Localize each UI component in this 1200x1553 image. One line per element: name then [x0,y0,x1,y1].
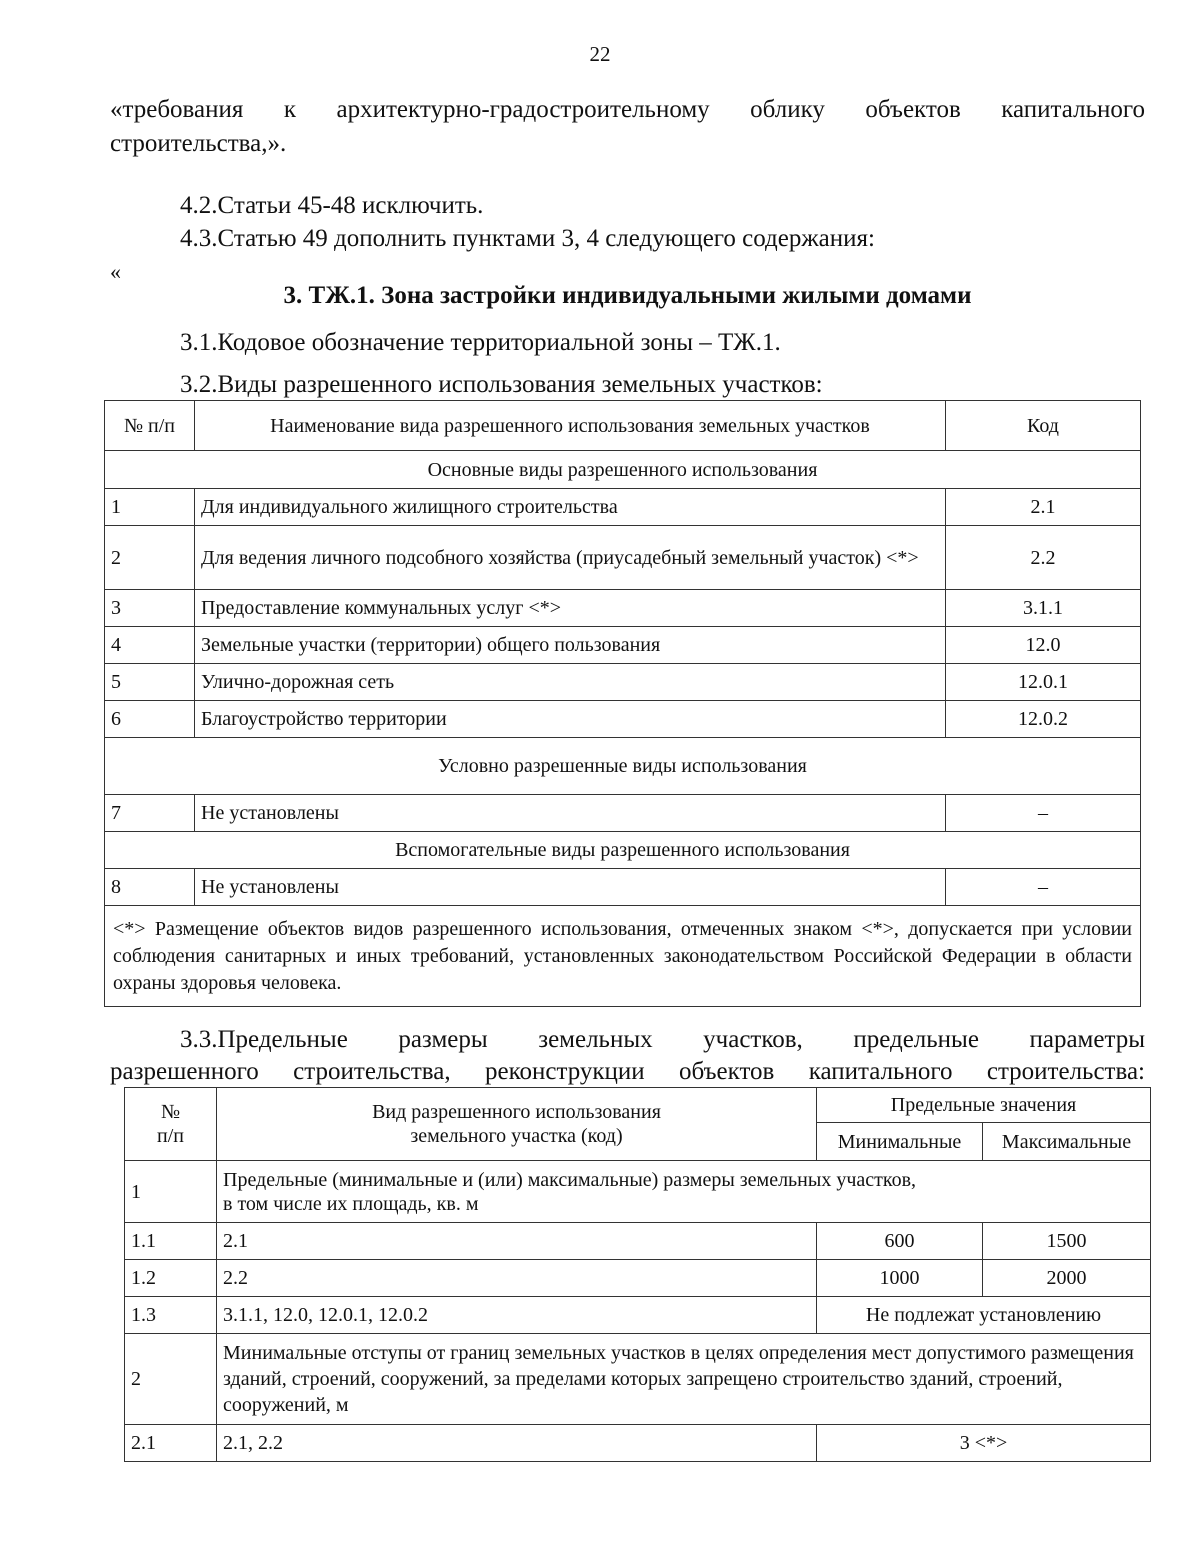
intro-line-1: «требования к архитектурно-градостроительному облику объектов капитального [110,96,1145,123]
row-max: 1500 [983,1223,1151,1260]
row-value: Не подлежат установлению [817,1297,1151,1334]
row-code: 3.1.1, 12.0, 12.0.1, 12.0.2 [217,1297,817,1334]
zone-heading: 3. ТЖ.1. Зона застройки индивидуальными жилыми домами [283,282,972,309]
row-value: 3 <*> [817,1425,1151,1462]
row-code: 12.0.1 [946,664,1141,701]
table-footnote: <*> Размещение объектов видов разрешенного использования, отмеченных знаком <*>, допускается при условии соблюдения санитарных и иных требований, установленных законодательством Российской Федерации в области охраны здоровья человека. [105,906,1141,1007]
item-4-3: 4.3.Статью 49 дополнить пунктами 3, 4 следующего содержания: [180,225,875,252]
header-num-line-2: п/п [157,1125,184,1147]
row-num: 5 [105,664,195,701]
item-3-3-line-1: 3.3.Предельные размеры земельных участков, предельные параметры [180,1026,1145,1053]
row-code: – [946,795,1141,832]
row-name: Не установлены [195,795,946,832]
row-text-line-1: Предельные (минимальные и (или) максимальные) размеры земельных участков, [223,1168,917,1191]
row-name: Благоустройство территории [195,701,946,738]
limits-table [124,1087,1151,1462]
row-num: 2 [105,526,195,590]
row-num: 6 [105,701,195,738]
row-code: 2.2 [946,526,1141,590]
item-3-3-line-2: разрешенного строительства, реконструкции объектов капитального строительства: [110,1058,1145,1085]
row-code: 3.1.1 [946,590,1141,627]
row-code: – [946,869,1141,906]
header-limits: Предельные значения [817,1088,1151,1123]
header-max: Максимальные [983,1123,1151,1161]
row-code: 2.1, 2.2 [217,1425,817,1462]
row-code: 12.0.2 [946,701,1141,738]
header-code: Код [946,401,1141,451]
row-name: Для индивидуального жилищного строительства [195,489,946,526]
row-num: 8 [105,869,195,906]
row-num: 1 [105,489,195,526]
section-auxiliary-uses: Вспомогательные виды разрешенного использования [105,832,1141,869]
section-main-uses: Основные виды разрешенного использования [105,451,1141,489]
item-4-2: 4.2.Статьи 45-48 исключить. [180,192,484,219]
row-name: Не установлены [195,869,946,906]
item-3-1: 3.1.Кодовое обозначение территориальной зоны – ТЖ.1. [180,329,781,356]
section-conditional-uses: Условно разрешенные виды использования [105,738,1141,795]
row-min: 600 [817,1223,983,1260]
header-kind [217,1088,817,1161]
row-code: 2.2 [217,1260,817,1297]
row-max: 2000 [983,1260,1151,1297]
row-num: 2 [125,1334,217,1425]
row-name: Улично-дорожная сеть [195,664,946,701]
row-text-line-2: в том числе их площадь, кв. м [223,1192,479,1215]
row-text: Минимальные отступы от границ земельных участков в целях определения мест допустимого размещения зданий, строений, сооружений, за пределами которых запрещено строительство зданий, строений, сооружений, м [217,1334,1151,1425]
header-num: № п/п [105,401,195,451]
row-code: 12.0 [946,627,1141,664]
intro-line-2: строительства,». [110,130,287,157]
item-3-2: 3.2.Виды разрешенного использования земельных участков: [180,371,823,398]
row-num: 2.1 [125,1425,217,1462]
row-num: 1.3 [125,1297,217,1334]
header-kind-line-1: Вид разрешенного использования [372,1101,661,1123]
row-num: 1.2 [125,1260,217,1297]
header-kind-line-2: земельного участка (код) [410,1125,623,1147]
permitted-uses-table [104,400,1141,1007]
header-min: Минимальные [817,1123,983,1161]
row-num: 7 [105,795,195,832]
header-num-line-1: № [160,1101,181,1123]
row-num: 3 [105,590,195,627]
row-num: 1.1 [125,1223,217,1260]
row-name: Земельные участки (территории) общего пользования [195,627,946,664]
open-quote: « [110,259,121,284]
header-name: Наименование вида разрешенного использования земельных участков [195,401,946,451]
row-num: 4 [105,627,195,664]
row-code: 2.1 [946,489,1141,526]
row-text [217,1161,1151,1223]
row-name: Для ведения личного подсобного хозяйства (приусадебный земельный участок) <*> [195,526,946,590]
row-num: 1 [125,1161,217,1223]
row-code: 2.1 [217,1223,817,1260]
page-number: 22 [589,42,611,66]
row-min: 1000 [817,1260,983,1297]
row-name: Предоставление коммунальных услуг <*> [195,590,946,627]
header-num [125,1088,217,1161]
